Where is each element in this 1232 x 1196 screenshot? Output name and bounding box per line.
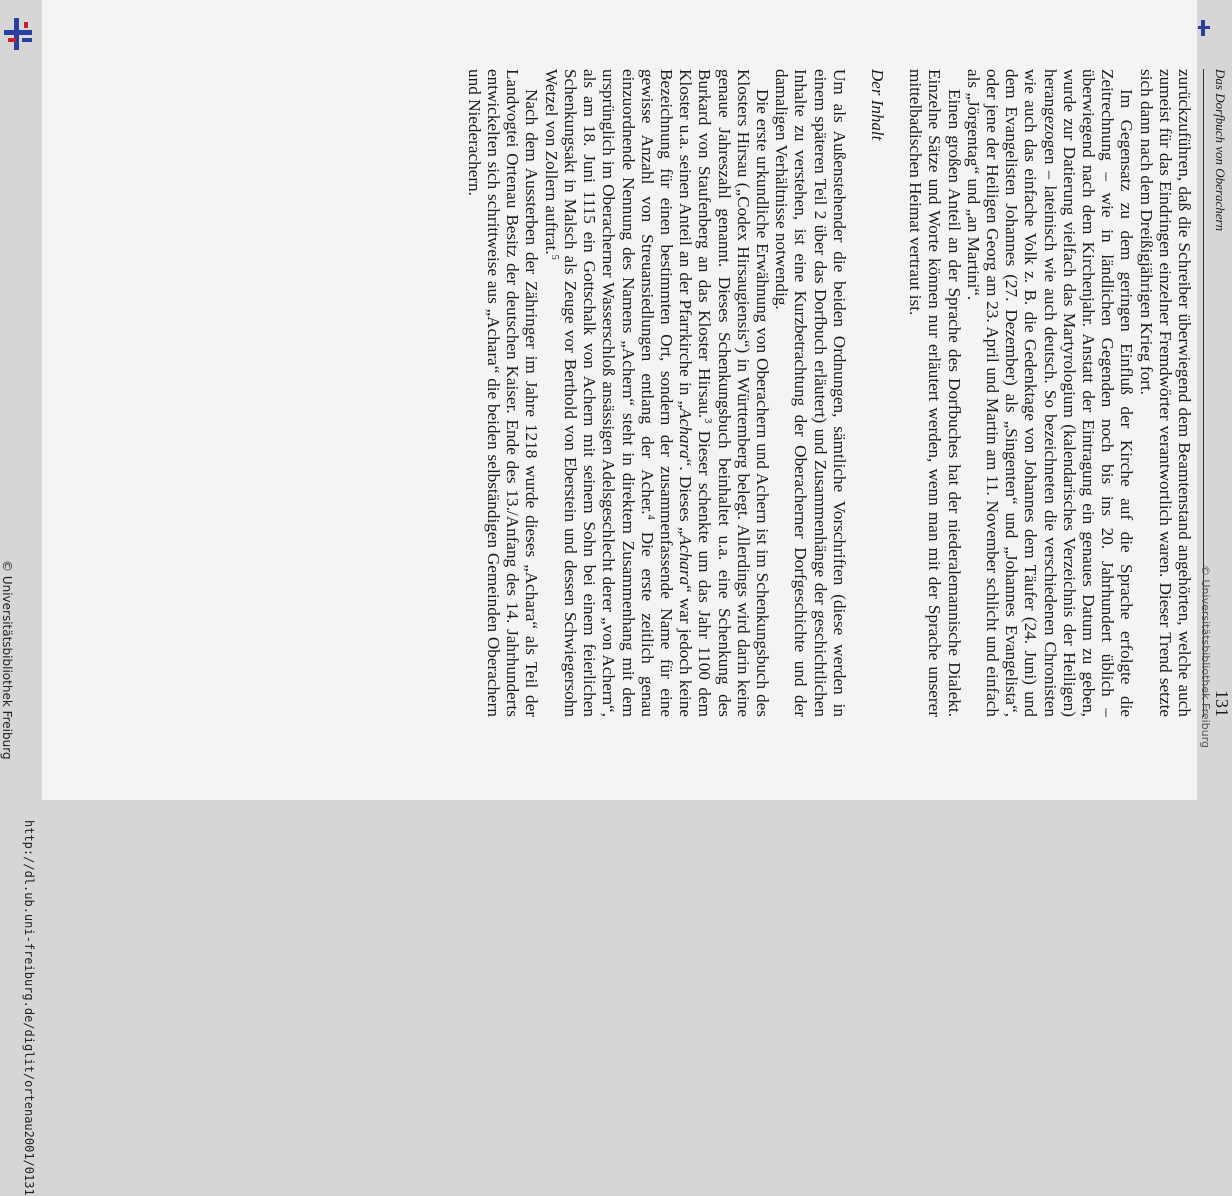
page-number: 131 <box>1212 690 1232 717</box>
paragraph-5 <box>542 69 772 717</box>
rotated-page-content <box>84 11 1232 786</box>
corner-logo-icon <box>1198 20 1210 36</box>
copyright-notice: © Universitätsbibliothek Freiburg <box>0 560 14 760</box>
running-title: Das Dorfbuch von Oberachern <box>1213 69 1228 232</box>
library-logo-icon <box>2 16 34 52</box>
p5-part-c: “. Dieses „ <box>676 458 696 535</box>
p5-part-a: Die erste urkundliche Erwähnung von Oberachern und Achern ist im Schenkungsbuch des Klosters Hirsau („Codex Hirsaugiensis“) in Württemberg belegt. Allerdings wird darin keine genaue Jahreszahl genannt. Dieses Schenkungsbuch beinhaltet u.a. eine Schenkung des Burkard von Staufenberg an das Kloster Hirsau. <box>695 69 772 717</box>
source-url[interactable]: http://dl.ub.uni-freiburg.de/diglit/ortenau2001/0131 <box>22 820 36 1196</box>
paragraph-1: zurückzuführen, daß die Schreiber überwiegend dem Beamtenstand angehörten, welche auch zumeist für das Eindringen einzelner Fremdwörter verantwortlich waren. Dieser Trend setzte sich dann nach dem Dreißigjährigen Krieg fort. <box>1136 69 1194 717</box>
section-heading: Der Inhalt <box>867 69 887 141</box>
achara-italic-2: Achara <box>676 534 696 586</box>
paragraph-6: Nach dem Aussterben der Zähringer im Jahre 1218 wurde dieses „Achara“ als Teil der Landvogtei Ortenau Besitz der deutschen Kaiser. Ende des 13./Anfang des 14. Jahrhunderts entwickelten sich schrittweise aus „Achara“ die beiden selbständigen Gemeinden Oberachern und Niederachern. <box>464 69 542 717</box>
footnote-3: 3 <box>702 418 714 424</box>
p5-part-e: Die erste zeitlich genau einzuordnende Nennung des Namens „Achern“ steht in direktem Zusammenhang mit dem ursprünglich im Oberacherner Wasserschloß ansässigen Adelsgeschlecht derer „von Achern“, als am 18. Juni 1115 ein Gottschalk von Achern mit seinem Sohn bei einem feierlichen Schenkungsakt in Malsch als Zeuge vor Berthold von Eberstein und dessen Schwiegersohn Wetzel von Zollern auftrat. <box>541 69 657 717</box>
achara-italic-1: Achara <box>676 408 696 459</box>
p5-part-b: Dieser schenkte um das Jahr 1100 dem Kloster u.a. seinen Anteil an der Pfarrkirche in „ <box>676 69 715 717</box>
footnote-5: 5 <box>548 254 560 260</box>
paragraph-3: Einen großen Anteil an der Sprache des Dorfbuches hat der niederalemannische Dialekt. Einzelne Sätze und Worte können nur erläutert werden, wenn man mit der Sprache unserer mittelbadischen Heimat vertraut ist. <box>906 69 964 717</box>
right-margin-notice: © Universitätsbibliothek Freiburg <box>1199 565 1212 748</box>
footnote-4: 4 <box>644 514 656 520</box>
paragraph-4: Um als Außenstehender die beiden Ordnungen, sämtliche Vorschriften (diese werden in einem späteren Teil 2 über das Dorfbuch erläutert) und Zusammenhänge der geschichtlichen Inhalte zu verstehen, ist eine Kurzbetrachtung der Oberacherner Dorfgeschichte und der damaligen Verhältnisse notwendig. <box>772 69 849 717</box>
paragraph-2: Im Gegensatz zu dem geringen Einfluß der Kirche auf die Sprache erfolgte die Zeitrechnung – wie in ländlichen Gegenden noch bis ins 20. Jahrhundert üblich – überwiegend nach dem Kirchenjahr. Anstatt der Eintragung ein genaues Datum zu geben, wurde zur Datierung vielfach das Martyrologium (kalendarisches Verzeichnis der Heiligen) herangezogen – lateinisch wie auch deutsch. So bezeichneten die verschiedenen Chronisten wie auch das einfache Volk z. B. die Gedenktage von Johannes dem Täufer (24. Juni) und dem Evangelisten Johannes (27. Dezember) als „Singenten“ und „Johannes Evangelista“, oder jene der Heiligen Georg am 23. April und Martin am 11. November schlicht und einfach als „Jörgentag“ und „an Martini“. <box>963 69 1137 717</box>
p5-part-d: “ war jedoch keine Bezeichnung für einen bestimmten Ort, sondern der zusammenfassende Name für eine gewisse Anzahl von Streuansiedlungen entlang der Acher. <box>637 69 696 717</box>
body-text <box>465 69 1194 717</box>
